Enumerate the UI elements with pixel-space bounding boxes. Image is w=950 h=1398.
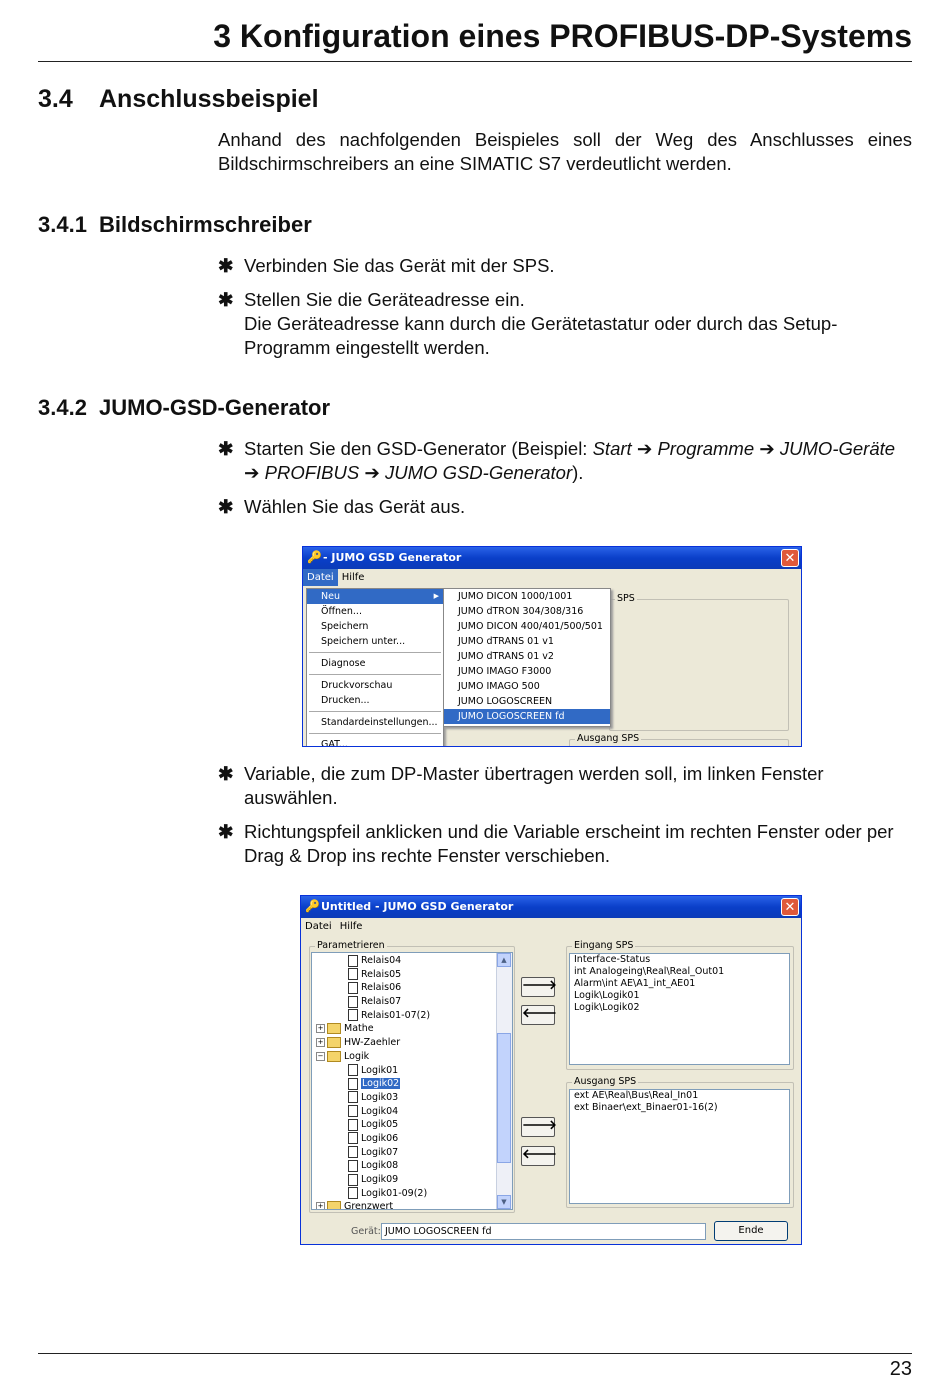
bullet-star-icon: ✱ <box>218 289 234 310</box>
bullet-select-device <box>218 495 912 519</box>
menu-hilfe[interactable]: Hilfe <box>339 921 363 932</box>
menu-datei[interactable]: Datei <box>305 921 332 932</box>
eingang-list[interactable] <box>569 953 790 1065</box>
document-icon <box>348 982 358 994</box>
device-item[interactable]: JUMO IMAGO 500 <box>458 681 540 692</box>
tree-item[interactable] <box>312 954 496 968</box>
expand-icon[interactable]: + <box>317 1038 324 1047</box>
document-icon <box>348 1160 358 1172</box>
menu-separator <box>309 711 441 712</box>
menu-separator <box>309 674 441 675</box>
window-titlebar <box>303 547 801 569</box>
bullet-star-icon: ✱ <box>218 821 234 842</box>
window-title: Untitled - JUMO GSD Generator <box>321 900 514 913</box>
tree-item[interactable] <box>312 1009 496 1023</box>
device-item[interactable]: JUMO dTRANS 01 v1 <box>458 636 554 647</box>
tree-item[interactable] <box>312 1077 496 1091</box>
bullet-text: Richtungspfeil anklicken und die Variable erscheint im rechten Fenster oder per Drag & Drop ins rechte Fenster verschieben. <box>244 821 894 866</box>
tree-item-label: Logik06 <box>361 1132 399 1144</box>
section-title: Anschlussbeispiel <box>99 85 319 113</box>
path-start: Start <box>592 438 632 459</box>
group-ausgang-label: Ausgang SPS <box>577 733 640 744</box>
tree-item-label: Mathe <box>344 1023 374 1035</box>
scroll-thumb[interactable] <box>497 1033 511 1163</box>
parameter-tree[interactable] <box>311 952 513 1210</box>
tree-item[interactable] <box>312 1118 496 1132</box>
bullet-text-extra: Die Geräteadresse kann durch die Gerätetastatur oder durch das Setup-Programm eingestellt werden. <box>244 313 838 358</box>
path-arrow-icon: ➔ <box>244 462 260 483</box>
tree-item[interactable] <box>312 1091 496 1105</box>
tree-item-label: Logik03 <box>361 1091 399 1103</box>
bullet-star-icon: ✱ <box>218 255 234 276</box>
document-icon <box>348 955 358 967</box>
bullet-star-icon: ✱ <box>218 438 234 459</box>
tree-item-label: HW-Zaehler <box>344 1037 401 1049</box>
menu-item-druckvorschau[interactable]: Druckvorschau <box>321 680 393 691</box>
group-ausgang <box>569 733 789 747</box>
bullet-text: Variable, die zum DP-Master übertragen werden soll, im linken Fenster auswählen. <box>244 763 824 808</box>
menu-item-neu[interactable]: Neu ▶ <box>307 589 443 604</box>
tree-item[interactable] <box>312 968 496 982</box>
folder-icon <box>327 1023 341 1034</box>
tree-item-label: Logik05 <box>361 1119 399 1131</box>
tree-item[interactable] <box>312 1200 496 1210</box>
tree-item[interactable] <box>312 1105 496 1119</box>
tree-item-label: Logik09 <box>361 1174 399 1185</box>
tree-item[interactable] <box>312 1050 496 1064</box>
bullet-connect <box>218 254 912 278</box>
document-icon <box>348 1132 358 1144</box>
subsection-1-heading <box>38 212 312 238</box>
eingang-item[interactable]: Logik\Logik02 <box>574 1002 640 1013</box>
bullet-select-variable <box>218 762 912 810</box>
device-item[interactable]: JUMO dTRANS 01 v2 <box>458 651 554 662</box>
tree-item[interactable] <box>312 1159 496 1173</box>
path-arrow-icon: ➔ <box>759 438 775 459</box>
screenshot-variable-mapping <box>300 895 802 1245</box>
tree-item[interactable] <box>312 1022 496 1036</box>
ausgang-list[interactable] <box>569 1089 790 1204</box>
device-item[interactable]: JUMO DICON 1000/1001 <box>458 591 573 602</box>
path-arrow-icon: ➔ <box>636 438 653 459</box>
submenu-arrow-icon: ▶ <box>433 592 439 600</box>
chapter-title: 3 Konfiguration eines PROFIBUS-DP-Systems <box>213 18 912 54</box>
tree-item[interactable] <box>312 1146 496 1160</box>
move-left-input-button[interactable]: 🡐 <box>521 1005 555 1025</box>
device-submenu <box>443 588 611 727</box>
document-icon <box>348 1146 358 1158</box>
section-number: 3.4 <box>38 85 73 113</box>
bullet-star-icon: ✱ <box>218 496 234 517</box>
folder-icon <box>327 1201 341 1210</box>
menu-item-speichern-unter[interactable]: Speichern unter... <box>321 636 406 647</box>
tree-item-label: Logik08 <box>361 1160 399 1172</box>
key-icon: 🔑 <box>305 899 320 913</box>
tree-item[interactable] <box>312 1132 496 1146</box>
document-icon <box>348 1187 358 1199</box>
tree-item[interactable] <box>312 995 496 1009</box>
group-eingang-label: Eingang SPS <box>574 940 634 951</box>
section-intro: Anhand des nachfolgenden Beispieles soll der Weg des Anschlusses eines Bildschirmschreibers an eine SIMATIC S7 verdeutlicht werden. <box>218 129 912 174</box>
geraet-field[interactable]: JUMO LOGOSCREEN fd <box>381 1223 706 1240</box>
section-heading <box>38 85 319 114</box>
scroll-down-icon[interactable]: ▼ <box>497 1195 511 1209</box>
panel-edge <box>443 727 514 747</box>
tree-item-label: Logik02 <box>362 1078 400 1090</box>
device-item[interactable]: JUMO dTRON 304/308/316 <box>458 606 584 617</box>
header-rule <box>38 61 912 62</box>
tree-item-label: Logik07 <box>361 1146 399 1158</box>
menu-item-oeffnen[interactable]: Öffnen... <box>321 606 362 617</box>
close-icon[interactable]: ✕ <box>781 898 799 916</box>
tree-item-label: Grenzwert <box>344 1201 394 1210</box>
document-icon <box>348 996 358 1008</box>
file-menu <box>306 588 444 747</box>
ausgang-item[interactable]: ext AE\Real\Bus\Real_In01 <box>574 1090 699 1101</box>
bullet-text: Wählen Sie das Gerät aus. <box>244 496 466 517</box>
scroll-up-icon[interactable]: ▲ <box>497 953 511 967</box>
device-item[interactable]: JUMO DICON 400/401/500/501 <box>458 621 603 632</box>
tree-item-label: Logik01-09(2) <box>361 1187 428 1199</box>
tree-item-label: Relais07 <box>361 996 402 1008</box>
menu-separator <box>309 733 441 734</box>
eingang-item[interactable]: Interface-Status <box>574 954 651 965</box>
bullet-star-icon: ✱ <box>218 763 234 784</box>
tree-item-label: Logik01 <box>361 1064 399 1076</box>
bullet-text: Stellen Sie die Geräteadresse ein. <box>244 289 525 310</box>
document-icon <box>348 968 358 980</box>
group-ausgang-label: Ausgang SPS <box>574 1076 637 1087</box>
page-number: 23 <box>889 1358 912 1380</box>
folder-icon <box>327 1037 341 1048</box>
document-icon <box>348 1174 358 1186</box>
menubar <box>301 918 801 935</box>
path-profibus: PROFIBUS <box>264 462 360 483</box>
subsection-2-title: JUMO-GSD-Generator <box>99 395 331 420</box>
expand-icon[interactable]: + <box>317 1202 324 1210</box>
close-icon[interactable]: ✕ <box>781 549 799 567</box>
tree-item[interactable] <box>312 1173 496 1187</box>
device-item-selected[interactable]: JUMO LOGOSCREEN fd <box>444 709 610 724</box>
document-icon <box>348 1105 358 1117</box>
document-icon <box>348 1009 358 1021</box>
menu-hilfe[interactable]: Hilfe <box>341 572 365 583</box>
group-sps-label: SPS <box>617 593 635 604</box>
tree-item-label: Relais01-07(2) <box>361 1009 431 1021</box>
move-left-output-button[interactable]: 🡐 <box>521 1146 555 1166</box>
device-item[interactable]: JUMO IMAGO F3000 <box>458 666 552 677</box>
path-gsd-generator: JUMO GSD-Generator <box>385 462 573 483</box>
tree-item[interactable] <box>312 1064 496 1078</box>
path-pre: Starten Sie den GSD-Generator (Beispiel: <box>244 438 593 459</box>
eingang-item[interactable]: Alarm\int AE\A1_int_AE01 <box>574 978 696 989</box>
tree-scrollbar[interactable] <box>496 953 512 1209</box>
menu-item-gat[interactable]: GAT... <box>321 739 348 747</box>
tree-item-label: Relais04 <box>361 955 402 966</box>
menu-datei[interactable]: Datei <box>303 569 338 586</box>
subsection-2-number: 3.4.2 <box>38 395 87 420</box>
menu-item-diagnose[interactable]: Diagnose <box>321 658 366 669</box>
subsection-2-heading <box>38 395 330 421</box>
tree-item-label: Relais06 <box>361 982 402 994</box>
tree-item[interactable] <box>312 1187 496 1201</box>
ausgang-item[interactable]: ext Binaer\ext_Binaer01-16(2) <box>574 1102 718 1113</box>
device-item[interactable]: JUMO LOGOSCREEN <box>458 696 553 707</box>
key-icon: 🔑 <box>307 550 322 564</box>
folder-icon <box>327 1051 341 1062</box>
window-title: - JUMO GSD Generator <box>323 551 462 564</box>
tree-item[interactable] <box>312 1036 496 1050</box>
tree-item-label: Logik04 <box>361 1105 399 1117</box>
window-titlebar <box>301 896 801 918</box>
tree-item-label: Relais05 <box>361 968 402 980</box>
screenshot-device-select <box>302 546 802 747</box>
path-programme: Programme <box>657 438 755 459</box>
path-arrow-icon: ➔ <box>364 462 380 483</box>
menubar <box>303 569 801 586</box>
tree-item-label: Logik <box>344 1050 370 1062</box>
tree-item[interactable] <box>312 981 496 995</box>
menu-separator <box>309 652 441 653</box>
ende-button[interactable]: Ende <box>714 1221 788 1241</box>
menu-item-standardeinstellungen[interactable]: Standardeinstellungen... <box>321 717 438 728</box>
path-jumo-geraete: JUMO-Geräte <box>779 438 896 459</box>
move-right-output-button[interactable]: 🡒 <box>521 1117 555 1137</box>
bullet-address <box>218 288 912 360</box>
path-post: ). <box>572 462 584 483</box>
menu-item-speichern[interactable]: Speichern <box>321 621 369 632</box>
bullet-start-generator <box>218 437 912 485</box>
bullet-text: Verbinden Sie das Gerät mit der SPS. <box>244 255 555 276</box>
bullet-move-variable <box>218 820 912 868</box>
subsection-1-number: 3.4.1 <box>38 212 87 237</box>
document-icon <box>348 1078 358 1090</box>
menu-item-drucken[interactable]: Drucken... <box>321 695 370 706</box>
collapse-icon[interactable]: − <box>317 1051 324 1060</box>
move-right-input-button[interactable]: 🡒 <box>521 977 555 997</box>
geraet-label: Gerät: <box>351 1226 381 1237</box>
document-icon <box>348 1091 358 1103</box>
expand-icon[interactable]: + <box>317 1024 324 1033</box>
group-parametrieren-label: Parametrieren <box>317 940 385 951</box>
footer-rule <box>38 1353 912 1354</box>
subsection-1-title: Bildschirmschreiber <box>99 212 312 237</box>
document-icon <box>348 1119 358 1131</box>
eingang-item[interactable]: Logik\Logik01 <box>574 990 640 1001</box>
group-sps <box>609 593 789 731</box>
eingang-item[interactable]: int Analogeing\Real\Real_Out01 <box>574 966 725 977</box>
document-icon <box>348 1064 358 1076</box>
